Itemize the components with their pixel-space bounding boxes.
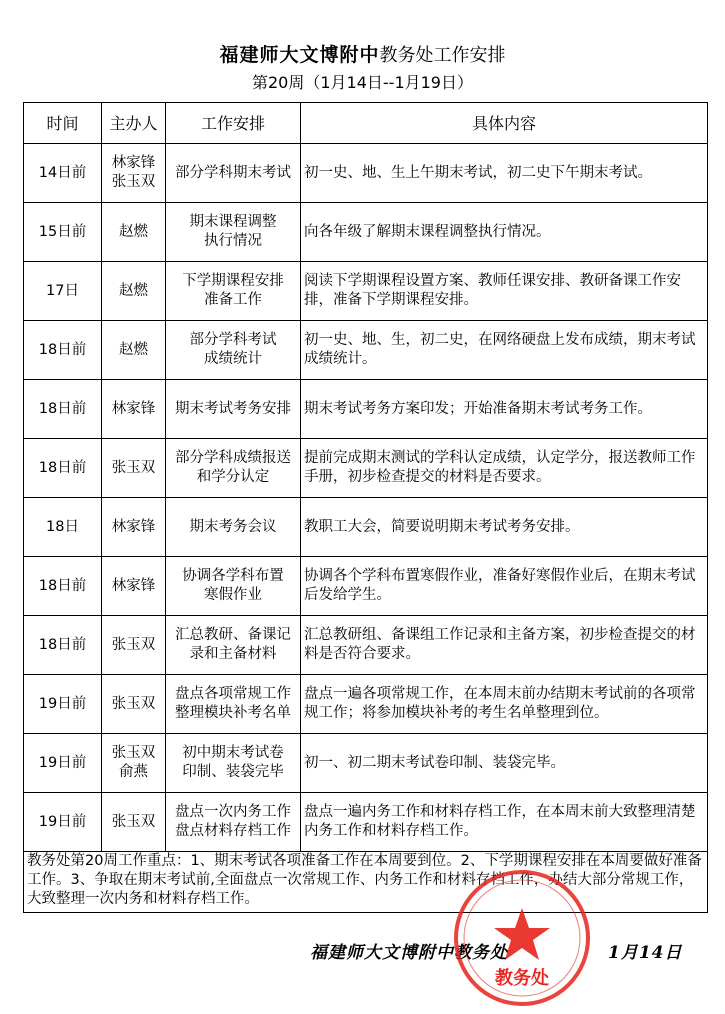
cell-host: 赵燃 [102,262,166,321]
table-row [24,203,708,262]
cell-task: 下学期课程安排 准备工作 [166,262,301,321]
cell-task: 期末课程调整 执行情况 [166,203,301,262]
official-seal [452,868,592,1008]
cell-time: 18日前 [24,616,102,675]
seal-text: 教务处 [495,968,549,989]
cell-host: 张玉双 [102,675,166,734]
dept-title: 教务处工作安排 [379,45,506,66]
cell-content: 协调各个学科布置寒假作业，准备好寒假作业后，在期末考试后发给学生。 [301,557,708,616]
cell-content: 阅读下学期课程设置方案、教师任课安排、教研备课工作安排，准备下学期课程安排。 [301,262,708,321]
cell-content: 汇总教研组、备课组工作记录和主备方案，初步检查提交的材料是否符合要求。 [301,616,708,675]
cell-content: 初一史、地、生，初二史，在网络硬盘上发布成绩，期末考试成绩统计。 [301,321,708,380]
cell-time: 18日前 [24,380,102,439]
table-row [24,616,708,675]
cell-task: 期末考务会议 [166,498,301,557]
table-row [24,793,708,852]
cell-host: 林家锋 [102,380,166,439]
cell-host: 张玉双 [102,439,166,498]
cell-time: 14日前 [24,144,102,203]
cell-task: 部分学科期末考试 [166,144,301,203]
cell-task: 部分学科成绩报送 和学分认定 [166,439,301,498]
cell-host: 张玉双 [102,616,166,675]
cell-content: 期末考试考务方案印发；开始准备期末考试考务工作。 [301,380,708,439]
note-row [24,852,708,913]
cell-task: 盘点一次内务工作 盘点材料存档工作 [166,793,301,852]
table-row [24,262,708,321]
cell-time: 17日 [24,262,102,321]
header-task: 工作安排 [166,103,301,144]
cell-host: 林家锋 张玉双 [102,144,166,203]
cell-host: 林家锋 [102,498,166,557]
cell-time: 18日前 [24,439,102,498]
cell-task: 汇总教研、备课记 录和主备材料 [166,616,301,675]
header-row [24,103,708,144]
header-content: 具体内容 [301,103,708,144]
cell-content: 教职工大会，简要说明期末考试考务安排。 [301,498,708,557]
table-row [24,144,708,203]
table-row [24,675,708,734]
cell-task: 部分学科考试 成绩统计 [166,321,301,380]
footer-signature: 福建师大文博附中教务处 [310,943,508,963]
week-subtitle: 第20周（1月14日--1月19日） [252,73,473,92]
cell-task: 初中期末考试卷 印制、装袋完毕 [166,734,301,793]
cell-time: 18日前 [24,321,102,380]
table-row [24,439,708,498]
cell-time: 15日前 [24,203,102,262]
cell-task: 协调各学科布置 寒假作业 [166,557,301,616]
cell-content: 盘点一遍各项常规工作，在本周末前办结期末考试前的各项常规工作；将参加模块补考的考生名单整理到位。 [301,675,708,734]
cell-time: 19日前 [24,734,102,793]
school-name: 福建师大文博附中 [219,44,380,66]
cell-content: 初一史、地、生上午期末考试，初二史下午期末考试。 [301,144,708,203]
cell-host: 赵燃 [102,203,166,262]
cell-host: 林家锋 [102,557,166,616]
header-host: 主办人 [102,103,166,144]
table-row [24,734,708,793]
cell-host: 赵燃 [102,321,166,380]
cell-time: 19日前 [24,793,102,852]
cell-host: 张玉双 [102,793,166,852]
cell-task: 期末考试考务安排 [166,380,301,439]
cell-content: 向各年级了解期末课程调整执行情况。 [301,203,708,262]
cell-time: 18日前 [24,557,102,616]
schedule-rows [24,144,708,852]
header-time: 时间 [24,103,102,144]
cell-content: 盘点一遍内务工作和材料存档工作，在本周末前大致整理清楚内务工作和材料存档工作。 [301,793,708,852]
page-title [0,40,725,67]
weekly-focus-note: 教务处第20周工作重点：1、期末考试各项准备工作在本周要到位。2、下学期课程安排在本周要做好准备工作。3、争取在期末考试前,全面盘点一次常规工作、内务工作和材料存档工作，办结大部分常规工作，大致整理一次内务和材料存档工作。 [24,852,708,913]
table-row [24,321,708,380]
cell-task: 盘点各项常规工作 整理模块补考名单 [166,675,301,734]
table-row [24,498,708,557]
footer-date: 1月14日 [608,943,683,963]
cell-content: 提前完成期末测试的学科认定成绩，认定学分，报送教师工作手册，初步检查提交的材料是否要求。 [301,439,708,498]
seal-star-icon [494,908,550,960]
cell-content: 初一、初二期末考试卷印制、装袋完毕。 [301,734,708,793]
cell-time: 18日 [24,498,102,557]
schedule-table [23,102,708,913]
cell-time: 19日前 [24,675,102,734]
table-row [24,380,708,439]
cell-host: 张玉双 俞燕 [102,734,166,793]
table-row [24,557,708,616]
